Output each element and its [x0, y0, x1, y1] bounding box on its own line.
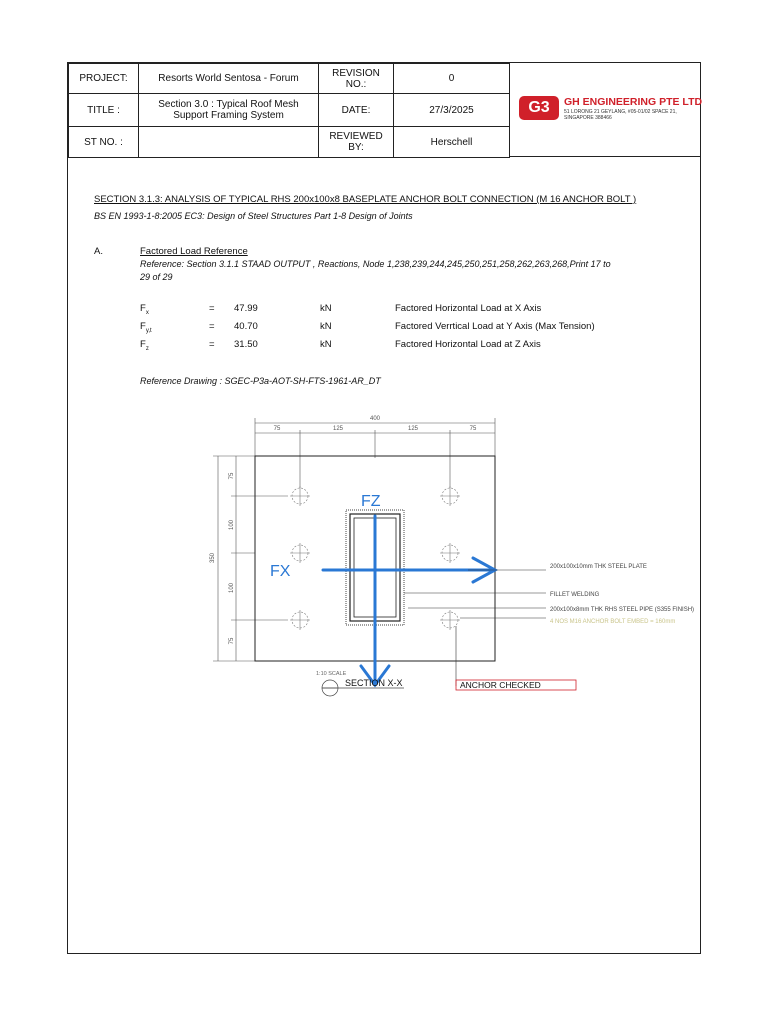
anchor-bolt-tr	[440, 486, 460, 506]
stno-label: ST NO. :	[69, 127, 139, 158]
revision-label: REVISION NO.:	[319, 64, 394, 94]
reviewed-value: Herschell	[394, 127, 510, 158]
company-logo	[519, 96, 559, 120]
reviewed-label: REVIEWED BY:	[319, 127, 394, 158]
load-value: 40.70	[234, 321, 258, 332]
load-unit: kN	[320, 339, 332, 350]
date-label: DATE:	[319, 94, 394, 127]
load-symbol: $F_x$	[140, 303, 149, 316]
load-symbol: $F_{y,t}$	[140, 321, 152, 334]
stno-value	[139, 127, 319, 158]
dim-left-3: 100	[229, 582, 235, 594]
load-symbol: $F_z$	[140, 339, 149, 352]
title-label: TITLE :	[69, 94, 139, 127]
dim-left-total: 350	[210, 552, 216, 564]
section-marker	[322, 678, 404, 696]
load-equals: =	[209, 339, 215, 350]
reference-line-2: 29 of 29	[140, 272, 173, 282]
section-mark-label: SECTION X-X	[345, 678, 403, 688]
company-name: GH ENGINEERING PTE LTD	[564, 96, 703, 108]
dim-left-4: 75	[229, 637, 235, 645]
load-description: Factored Horizontal Load at Z Axis	[395, 339, 541, 350]
callout-plate: 200x100x10mm THK STEEL PLATE	[550, 564, 647, 570]
logo-mark: G3	[528, 99, 550, 116]
load-equals: =	[209, 303, 215, 314]
company-address-1: 51 LORONG 21 GEYLANG, #05-01/02 SPACE 21,	[564, 109, 677, 115]
project-label: PROJECT:	[69, 64, 139, 94]
anchor-bolt-tl	[290, 486, 310, 506]
document-sheet	[67, 62, 701, 954]
callout-fillet: FILLET WELDING	[550, 592, 600, 598]
callout-anchor: 4 NOS M16 ANCHOR BOLT EMBED = 160mm	[550, 619, 676, 625]
load-description: Factored Horizontal Load at X Axis	[395, 303, 542, 314]
code-reference: BS EN 1993-1-8:2005 EC3: Design of Steel Structures Part 1-8 Design of Joints	[94, 211, 413, 221]
load-unit: kN	[320, 321, 332, 332]
reference-line-1: Reference: Section 3.1.1 STAAD OUTPUT , Reactions, Node 1,238,239,244,245,250,251,258,262,263,268,Print 17 to	[140, 259, 611, 269]
dim-top-2: 125	[332, 426, 344, 432]
load-value: 47.99	[234, 303, 258, 314]
dim-top-1: 75	[273, 426, 281, 432]
item-letter: A.	[94, 246, 103, 257]
header-table	[68, 63, 510, 158]
fz-label: FZ	[361, 493, 381, 510]
dim-left-1: 75	[229, 472, 235, 480]
anchor-bolt-bl	[290, 610, 310, 630]
anchor-bolt-mr	[440, 543, 460, 563]
company-address-2: SINGAPORE 388466	[564, 115, 612, 121]
anchor-bolt-br	[440, 610, 460, 630]
load-equals: =	[209, 321, 215, 332]
logo-cell	[509, 63, 701, 157]
anchor-checked-label: ANCHOR CHECKED	[460, 680, 541, 690]
load-value: 31.50	[234, 339, 258, 350]
item-title: Factored Load Reference	[140, 246, 248, 257]
section-scale-note: 1:10 SCALE	[316, 671, 347, 677]
dim-top-total: 400	[369, 416, 381, 422]
section-heading: SECTION 3.1.3: ANALYSIS OF TYPICAL RHS 200x100x8 BASEPLATE ANCHOR BOLT CONNECTION (M 16 ANCHOR BOLT )	[94, 194, 637, 205]
project-value: Resorts World Sentosa - Forum	[139, 64, 319, 94]
callout-rhs: 200x100x8mm THK RHS STEEL PIPE (S355 FINISH)	[550, 607, 695, 613]
dim-left-2: 100	[229, 519, 235, 531]
date-value: 27/3/2025	[394, 94, 510, 127]
drawing-reference: Reference Drawing : SGEC-P3a-AOT-SH-FTS-1961-AR_DT	[140, 376, 381, 386]
fx-label: FX	[270, 563, 291, 580]
revision-value: 0	[394, 64, 510, 94]
dim-top-4: 75	[469, 426, 477, 432]
load-description: Factored Verrtical Load at Y Axis (Max Tension)	[395, 321, 595, 332]
load-unit: kN	[320, 303, 332, 314]
anchor-bolt-ml	[290, 543, 310, 563]
baseplate-drawing	[198, 408, 695, 690]
title-value: Section 3.0 : Typical Roof Mesh Support Framing System	[139, 94, 319, 127]
dim-top-3: 125	[407, 426, 419, 432]
